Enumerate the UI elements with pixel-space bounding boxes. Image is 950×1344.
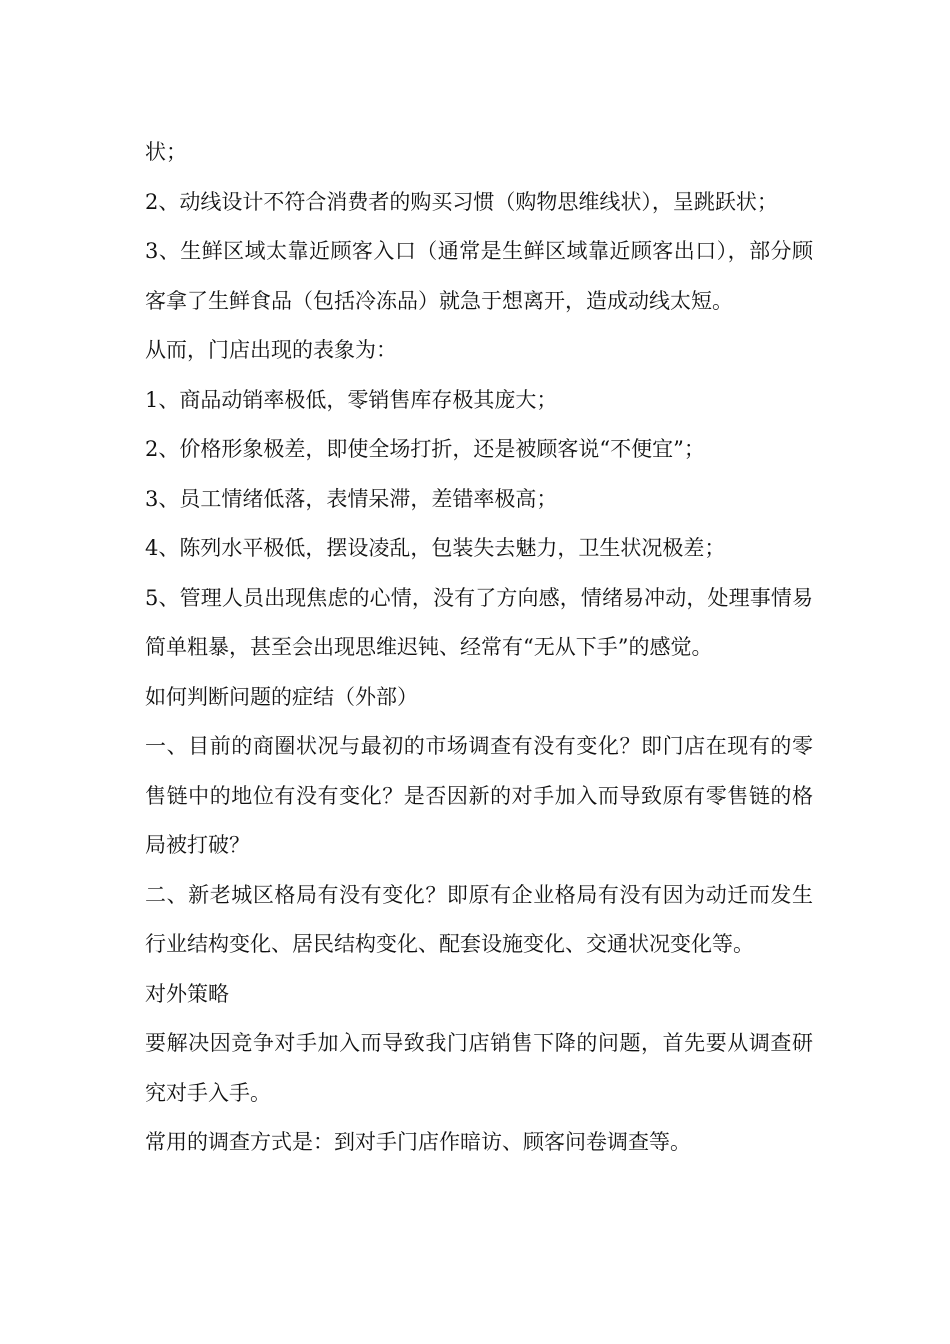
paragraph-symptom-1: 1、商品动销率极低，零销售库存极其庞大； (145, 387, 558, 412)
paragraph-symptom-4: 4、陈列水平极低，摆设凌乱，包装失去魅力，卫生状况极差； (145, 536, 726, 560)
document-body (145, 128, 813, 1168)
paragraph-diagnosis-2: 二、新老城区格局有没有变化？即原有企业格局有没有因为动迁而发生行业结构变化、居民结构变化、配套设施变化、交通状况变化等。 (145, 882, 813, 956)
heading-external-diagnosis: 如何判断问题的症结（外部） (145, 684, 418, 709)
paragraph-strategy-intro: 要解决因竞争对手加入而导致我门店销售下降的问题，首先要从调查研究对手入手。 (145, 1031, 813, 1105)
paragraph-symptom-3: 3、员工情绪低落，表情呆滞，差错率极高； (145, 486, 558, 511)
paragraph-survey-methods: 常用的调查方式是：到对手门店作暗访、顾客问卷调查等。 (145, 1130, 691, 1154)
paragraph-continuation: 状； (145, 140, 187, 164)
heading-external-strategy: 对外策略 (145, 981, 229, 1006)
paragraph-symptoms-intro: 从而，门店出现的表象为： (145, 338, 397, 362)
paragraph-item-3-fresh-area: 3、生鲜区域太靠近顾客入口（通常是生鲜区域靠近顾客出口），部分顾客拿了生鲜食品（包括冷冻品）就急于想离开，造成动线太短。 (145, 239, 813, 313)
paragraph-diagnosis-1: 一、目前的商圈状况与最初的市场调查有没有变化？即门店在现有的零售链中的地位有没有变化？是否因新的对手加入而导致原有零售链的格局被打破？ (145, 734, 813, 857)
paragraph-symptom-5: 5、管理人员出现焦虑的心情，没有了方向感，情绪易冲动，处理事情易简单粗暴，甚至会出现思维迟钝、经常有“无从下手”的感觉。 (145, 585, 813, 659)
paragraph-symptom-2: 2、价格形象极差，即使全场打折，还是被顾客说“不便宜”； (145, 437, 705, 461)
paragraph-item-2-flow-design: 2、动线设计不符合消费者的购买习惯（购物思维线状），呈跳跃状； (145, 189, 778, 214)
